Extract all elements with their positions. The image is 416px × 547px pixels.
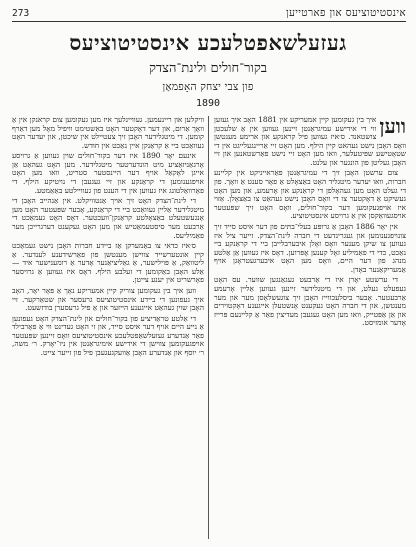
dropcap-word: ווען [379,116,406,138]
paragraph: די אַלטע טראַדיציע פון בקור־חולים און לינת־הצדק האָט געפונען אַ נייע היים אויף דער איסט סייד, און זי האָט געדינט ווי אַ פאָרבילד פאַר אַנדערע געזעלשאַפטלעכע אינסטיטוציעס וואָס זיינען שפּעטער אויפגעקומען צווישן די אידישע אימיגראַנטן אין ניו־יאָרק. ר׳ משה, ר׳ יוסף און אַנדערע האָבן אַוועקגעגעבן פיל פון זייער צייט. [12,313,204,358]
page-number: 273 [12,7,30,19]
article-title: געזעלשאפטלעכע אינסטיטוציעס [69,30,347,55]
paragraph: אין יאָר 1886 האָבן אַ גרופּע בעלי־בתּים פון דער איסט סייד זיך צונויפגענומען און געגרינדעט די חברה לינת־הצדק. זייער ציל איז געווען צו שיקן מענער וואָס זאָלן איבערבלייבן ביי די קראַנקע ביי נאַכט, כדי די פאַמיליע זאָל קענען אָפּרוען. דאָס איז געווען אַן אַלטע מנהג פון דער היים, וואָס מען האָט איבערגעטראָגן אויף אַמעריקאַנער באָדן. [214,221,406,274]
paragraph-text: איך בין געקומען קיין אמעריקע אין 1881 האָב איך געזען ווי די אידישע עמיגראַנטן זיינען געווען אין אַ שלעכטן צושטאנד. ס׳איז געווען פיל קראנקע און ארימע מענטשן וואָס האָבן נישט געהאט קיין הילף. מען האָט זיי אַריינגעלייגט אין די שטאָטישע שפּיטעלער, וואו מען האָט זיי נישט פאַרשטאנען און זיי האָבן געליטן פון הונגער און עלנט. [214,116,406,167]
paragraph [214,116,406,167]
running-title: אינסטיטוציעס און פארטייען [285,7,406,19]
article-subtitle: בקור־חולים ולינת־הצדק [148,61,268,76]
paragraph: צום ערשטן האָבן זיך די עמיגראַנטן פאַראייניקט אין קליינע חברות, וואו יעדער מיטגליד האָט באַצאָלט אַ פאָר סענט אַ וואָך. פון די געלט האָט מען געהאָלפן די קראַנקע און אָרעמע, און מען האָט געשיקט אַ דאָקטער צו די וואָס האָבן נישט געהאַט צו באַצאָלן. אַזוי איז אויפגעקומען דער בקור־חולים, וואָס האָט זיך שפּעטער אויסגעוואַקסן אין אַ גרויסע אינסטיטוציע. [214,168,406,221]
paragraph: אינעם יאָר 1890 איז דער בקור־חולים שוין געווען אַ גרויסע אָרגאַניזאַציע מיט הונדערטער מיטגלידער. מען האָט געהאַט אַן אייגן לאָקאַל אויף דער היינסטער סטריט, וואו מען האָט אויפגענומען די קראַנקע און זיי געגעבן די נויטיקע הילף. די פאַרוואַלטונג איז געווען אין די הענט פון געוויילטע באַאַמטע. [12,151,204,195]
article-byline: פון צבי יצחק האָפמאַן [162,81,254,93]
right-column [214,116,406,541]
header-rule [12,21,406,22]
left-column [12,116,204,541]
paragraph: ס׳איז כדאי צו באַמערקן אַז ביידע חברות האָבן נישט געמאַכט קיין אונטערשייד צווישן מענטשן פון פאַרשידענע לענדער. אַ ליטוואַק, אַ פּוילישער, אַ גאַליציאַנער אָדער אַ רומענישער איד — אַלע האָבן באַקומען די זעלבע הילף. דאָס איז געווען אַ גרויסער פאָרשריט אין יענע צייטן. [12,241,204,285]
paragraph: די ערשטע יאָרן איז די אַרבעט געגאַנגען שווער. עס האָט געפעלט געלט, און די מיטגלידער זיינען געווען אַליין אָרעמע אַרבעטער. אָבער ביסלעכווייז האָבן זיך צוגעשלאָסן מער און מער מענטשן, און די חברה האָט געקענט אָנשטעלן אייגענע דאָקטוירים און אַן אַפּטייק, וואו מען האָט געגעבן מעדיצין פאַר אַ קליינעם פּרייז אָדער אומזיסט. [214,275,406,328]
paragraph: ווען איך בין געקומען צוריק קיין אמעריקע נאָך אַ פּאָר יאָר, האָב איך געפונען די ביידע אינסטיטוציעס גרעסער און שטאַרקער. זיי האָבן שוין געהאַט אייגענע הייזער און אַ פיל גרעסערן בודזשעט. [12,285,204,313]
paragraph: וויקלען און ריינעמען. געוויינלעך איז מען געקומען צום קראנקן אין אַ וואָך אַרום, און דער דאָקטער האָט באַשטימט וויפיל מאָל מען דאַרף קומען. די מיטגלידער האָבן זיך צעטיילט אין שיכטן, און יעדער האָט געוואַכט ביי אַ קראַנקן איין נאַכט אין חודש. [12,116,204,150]
article-year: 1890 [195,98,221,109]
column-divider [208,116,209,539]
paragraph: די לינת־הצדק האָט זיך אויך אַנטוויקלט. אין אַנהייב האָבן די מיטגלידער אַליין געוואַכט ביי די קראַנקע, אָבער שפּעטער האָט מען אָנגעשטעלט באַצאָלטע קראַנקן־וועכטער. דאָס האָט געמאַכט די אַרבעט מער סיסטעמאַטיש און מען האָט געקענט דערגרייכן מער פאַמיליעס. [12,196,204,240]
running-header [12,6,406,20]
